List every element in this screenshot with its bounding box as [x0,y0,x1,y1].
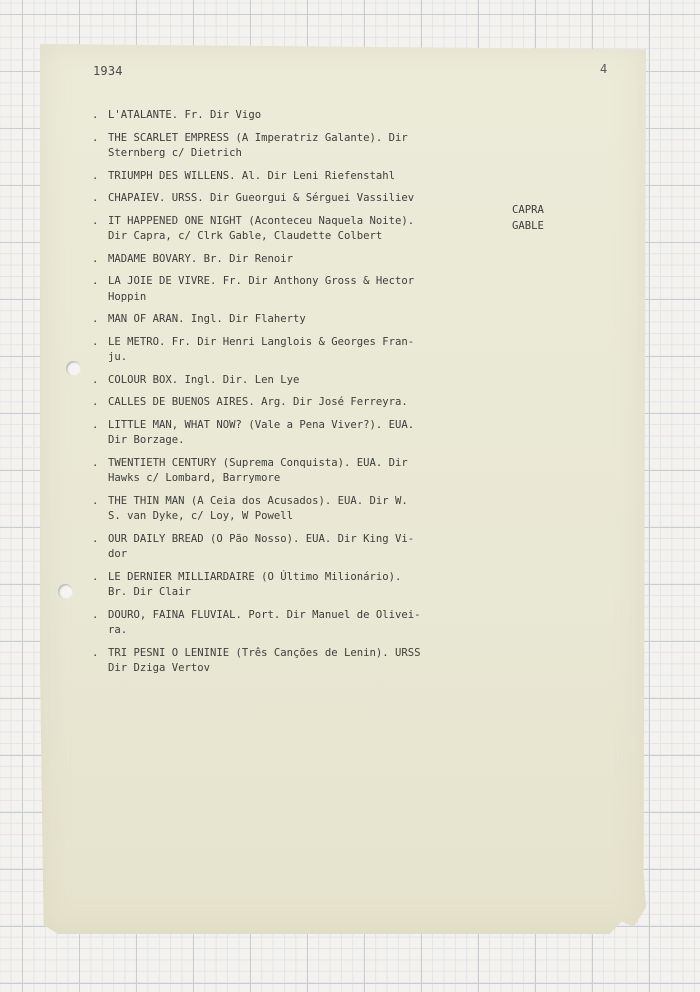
film-entry [90,169,490,185]
bullet-mark: . [92,109,99,121]
film-entry-line-1: L'ATALANTE. Fr. Dir Vigo [108,109,262,121]
bullet-mark: . [92,532,99,545]
film-entry-line-1: CALLES DE BUENOS AIRES. Arg. Dir José Ferreyra. [108,396,408,408]
bullet-mark: . [92,418,99,431]
bullet-mark: . [92,570,99,583]
film-entry-line-2: ju. [108,351,128,363]
film-entry-line-1: COLOUR BOX. Ingl. Dir. Len Lye [108,373,300,386]
bullet-mark: . [92,275,99,287]
film-entry [90,456,490,487]
film-entry [90,395,490,411]
punch-hole-top [66,361,81,376]
side-note [512,203,544,234]
film-entry-line-2: Dir Borzage. [108,434,185,446]
film-entry-line-2: dor [108,548,128,560]
bullet-mark: . [92,335,99,348]
side-note-line-1: CAPRA [512,204,544,216]
film-entry-line-1: THE THIN MAN (A Ceia dos Acusados). EUA. Dir W. [108,494,408,507]
bullet-mark: . [92,192,99,204]
side-note-line-2: GABLE [512,219,544,232]
film-entry-line-2: Sternberg c/ Dietrich [108,147,242,159]
film-entry [90,608,490,639]
bullet-mark: . [92,252,99,265]
film-entry-line-2: Hawks c/ Lombard, Barrymore [108,472,281,484]
film-entry-line-1: CHAPAIEV. URSS. Dir Gueorgui & Sérguei Vassiliev [108,192,415,204]
film-entry [90,191,490,207]
film-entry-line-1: LITTLE MAN, WHAT NOW? (Vale a Pena Viver?). EUA. [108,418,415,431]
bullet-mark: . [92,373,99,386]
film-entry-line-1: LE METRO. Fr. Dir Henri Langlois & Georges Fran- [108,335,415,348]
bullet-mark: . [92,396,99,408]
bullet-mark: . [92,214,99,227]
year-heading: 1934 [93,64,123,78]
film-entry-line-1: OUR DAILY BREAD (O Pão Nosso). EUA. Dir King Vi- [108,532,415,545]
film-list [90,108,490,684]
film-entry-line-2: Hoppin [108,290,147,303]
film-entry-line-1: MAN OF ARAN. Ingl. Dir Flaherty [108,313,306,325]
film-entry [90,108,490,124]
film-entry-line-1: TRIUMPH DES WILLENS. Al. Dir Leni Riefenstahl [108,169,396,182]
film-entry-line-2: ra. [108,624,128,636]
film-entry [90,494,490,525]
bullet-mark: . [92,169,99,182]
film-entry [90,214,490,245]
film-entry-line-1: TWENTIETH CENTURY (Suprema Conquista). EUA. Dir [108,456,408,469]
film-entry [90,335,490,366]
film-entry [90,312,490,328]
bullet-mark: . [92,313,99,325]
film-entry [90,418,490,449]
film-entry-line-1: IT HAPPENED ONE NIGHT (Aconteceu Naquela Noite). [108,214,415,227]
film-entry-line-1: DOURO, FAINA FLUVIAL. Port. Dir Manuel de Olivei- [108,608,421,621]
film-entry-line-1: MADAME BOVARY. Br. Dir Renoir [108,252,293,265]
film-entry [90,532,490,563]
film-entry [90,131,490,162]
film-entry-line-2: Br. Dir Clair [108,586,191,598]
film-entry-line-2: Dir Capra, c/ Clrk Gable, Claudette Colbert [108,230,383,242]
film-entry [90,646,490,677]
film-entry-line-2: S. van Dyke, c/ Loy, W Powell [108,510,293,522]
page-number-mark: 4 [600,62,608,76]
film-entry [90,252,490,268]
bullet-mark: . [92,456,99,469]
film-entry [90,570,490,601]
bullet-mark: . [92,646,99,659]
bullet-mark: . [92,494,99,507]
film-entry [90,274,490,305]
film-entry-line-1: TRI PESNI O LENINIE (Três Canções de Lenin). URSS [108,646,421,659]
bullet-mark: . [92,131,99,144]
film-entry-line-1: THE SCARLET EMPRESS (A Imperatriz Galante). Dir [108,131,408,144]
punch-hole-bottom [58,584,73,599]
film-entry [90,373,490,389]
film-entry-line-1: LA JOIE DE VIVRE. Fr. Dir Anthony Gross & Hector [108,275,415,287]
film-entry-line-2: Dir Dziga Vertov [108,662,211,674]
bullet-mark: . [92,608,99,621]
film-entry-line-1: LE DERNIER MILLIARDAIRE (O Último Milionário). [108,570,402,583]
